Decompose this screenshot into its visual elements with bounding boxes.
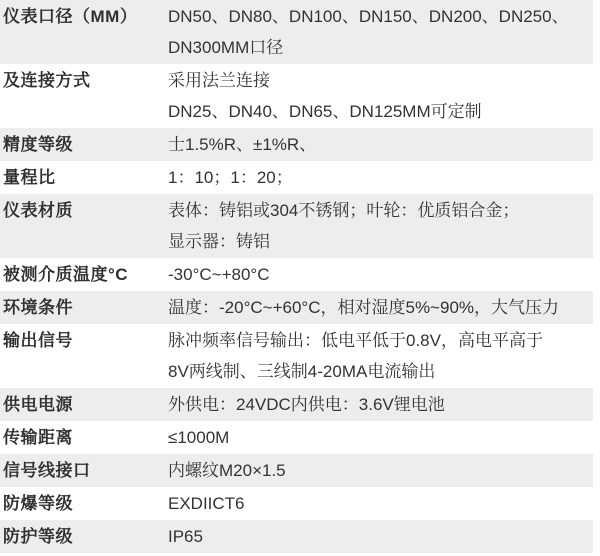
spec-row-protection-rating (0, 520, 593, 553)
spec-value (168, 162, 593, 193)
spec-row-diameter (0, 0, 593, 64)
spec-value-line: DN50、DN80、DN100、DN150、DN200、DN250、 (168, 7, 569, 26)
spec-value-line: 士1.5%R、±1%R、 (168, 135, 317, 154)
spec-value (168, 1, 593, 63)
spec-value (168, 195, 593, 257)
spec-value-line: -30°C~+80°C (168, 265, 270, 284)
spec-value (168, 65, 593, 127)
spec-value-line: 温度：-20°C~+60°C，相对湿度5%~90%，大气压力 (168, 298, 560, 317)
spec-row-medium-temperature (0, 258, 593, 291)
spec-label: 防爆等级 (3, 494, 73, 513)
spec-value (168, 455, 593, 486)
spec-label: 及连接方式 (3, 71, 91, 90)
spec-label: 被测介质温度°C (3, 265, 129, 284)
spec-value-line: EXDIICT6 (168, 494, 245, 513)
spec-row-transmission-distance (0, 421, 593, 454)
spec-value (168, 521, 593, 552)
spec-value-line: 显示器：铸铝 (168, 232, 270, 251)
spec-row-material (0, 194, 593, 258)
spec-value (168, 292, 593, 323)
spec-label: 精度等级 (3, 135, 73, 154)
spec-value (168, 259, 593, 290)
spec-value-line: 脉冲频率信号输出：低电平低于0.8V，高电平高于 (168, 331, 543, 350)
spec-row-explosion-proof (0, 487, 593, 520)
spec-row-connection (0, 64, 593, 128)
spec-label: 传输距离 (3, 428, 73, 447)
spec-row-environment (0, 291, 593, 324)
spec-value (168, 389, 593, 420)
spec-label: 信号线接口 (3, 461, 91, 480)
spec-label: 仪表材质 (3, 201, 73, 220)
spec-value (168, 422, 593, 453)
spec-value-line: DN25、DN40、DN65、DN125MM可定制 (168, 102, 482, 121)
spec-value-line: IP65 (168, 527, 203, 546)
spec-value-line: ≤1000M (168, 428, 230, 447)
spec-value-line: 外供电：24VDC内供电：3.6V锂电池 (168, 395, 445, 414)
spec-value (168, 325, 593, 387)
spec-row-power-supply (0, 388, 593, 421)
spec-value-line: DN300MM口径 (168, 38, 284, 57)
spec-row-signal-port (0, 454, 593, 487)
spec-label: 量程比 (3, 168, 56, 187)
spec-row-output-signal (0, 324, 593, 388)
spec-value-line: 1：10；1：20； (168, 168, 293, 187)
spec-label: 环境条件 (3, 298, 73, 317)
spec-row-accuracy (0, 128, 593, 161)
spec-value-line: 内螺纹M20×1.5 (168, 461, 286, 480)
spec-value (168, 488, 593, 519)
spec-label: 供电电源 (3, 395, 73, 414)
spec-label: 输出信号 (3, 331, 73, 350)
spec-value-line: 采用法兰连接 (168, 71, 270, 90)
spec-value-line: 8V两线制、三线制4-20MA电流输出 (168, 362, 436, 381)
spec-label: 防护等级 (3, 527, 73, 546)
spec-value-line: 表体：铸铝或304不锈钢；叶轮：优质铝合金； (168, 201, 520, 220)
spec-value (168, 129, 593, 160)
spec-label: 仪表口径（MM） (3, 7, 138, 26)
spec-row-turndown-ratio (0, 161, 593, 194)
